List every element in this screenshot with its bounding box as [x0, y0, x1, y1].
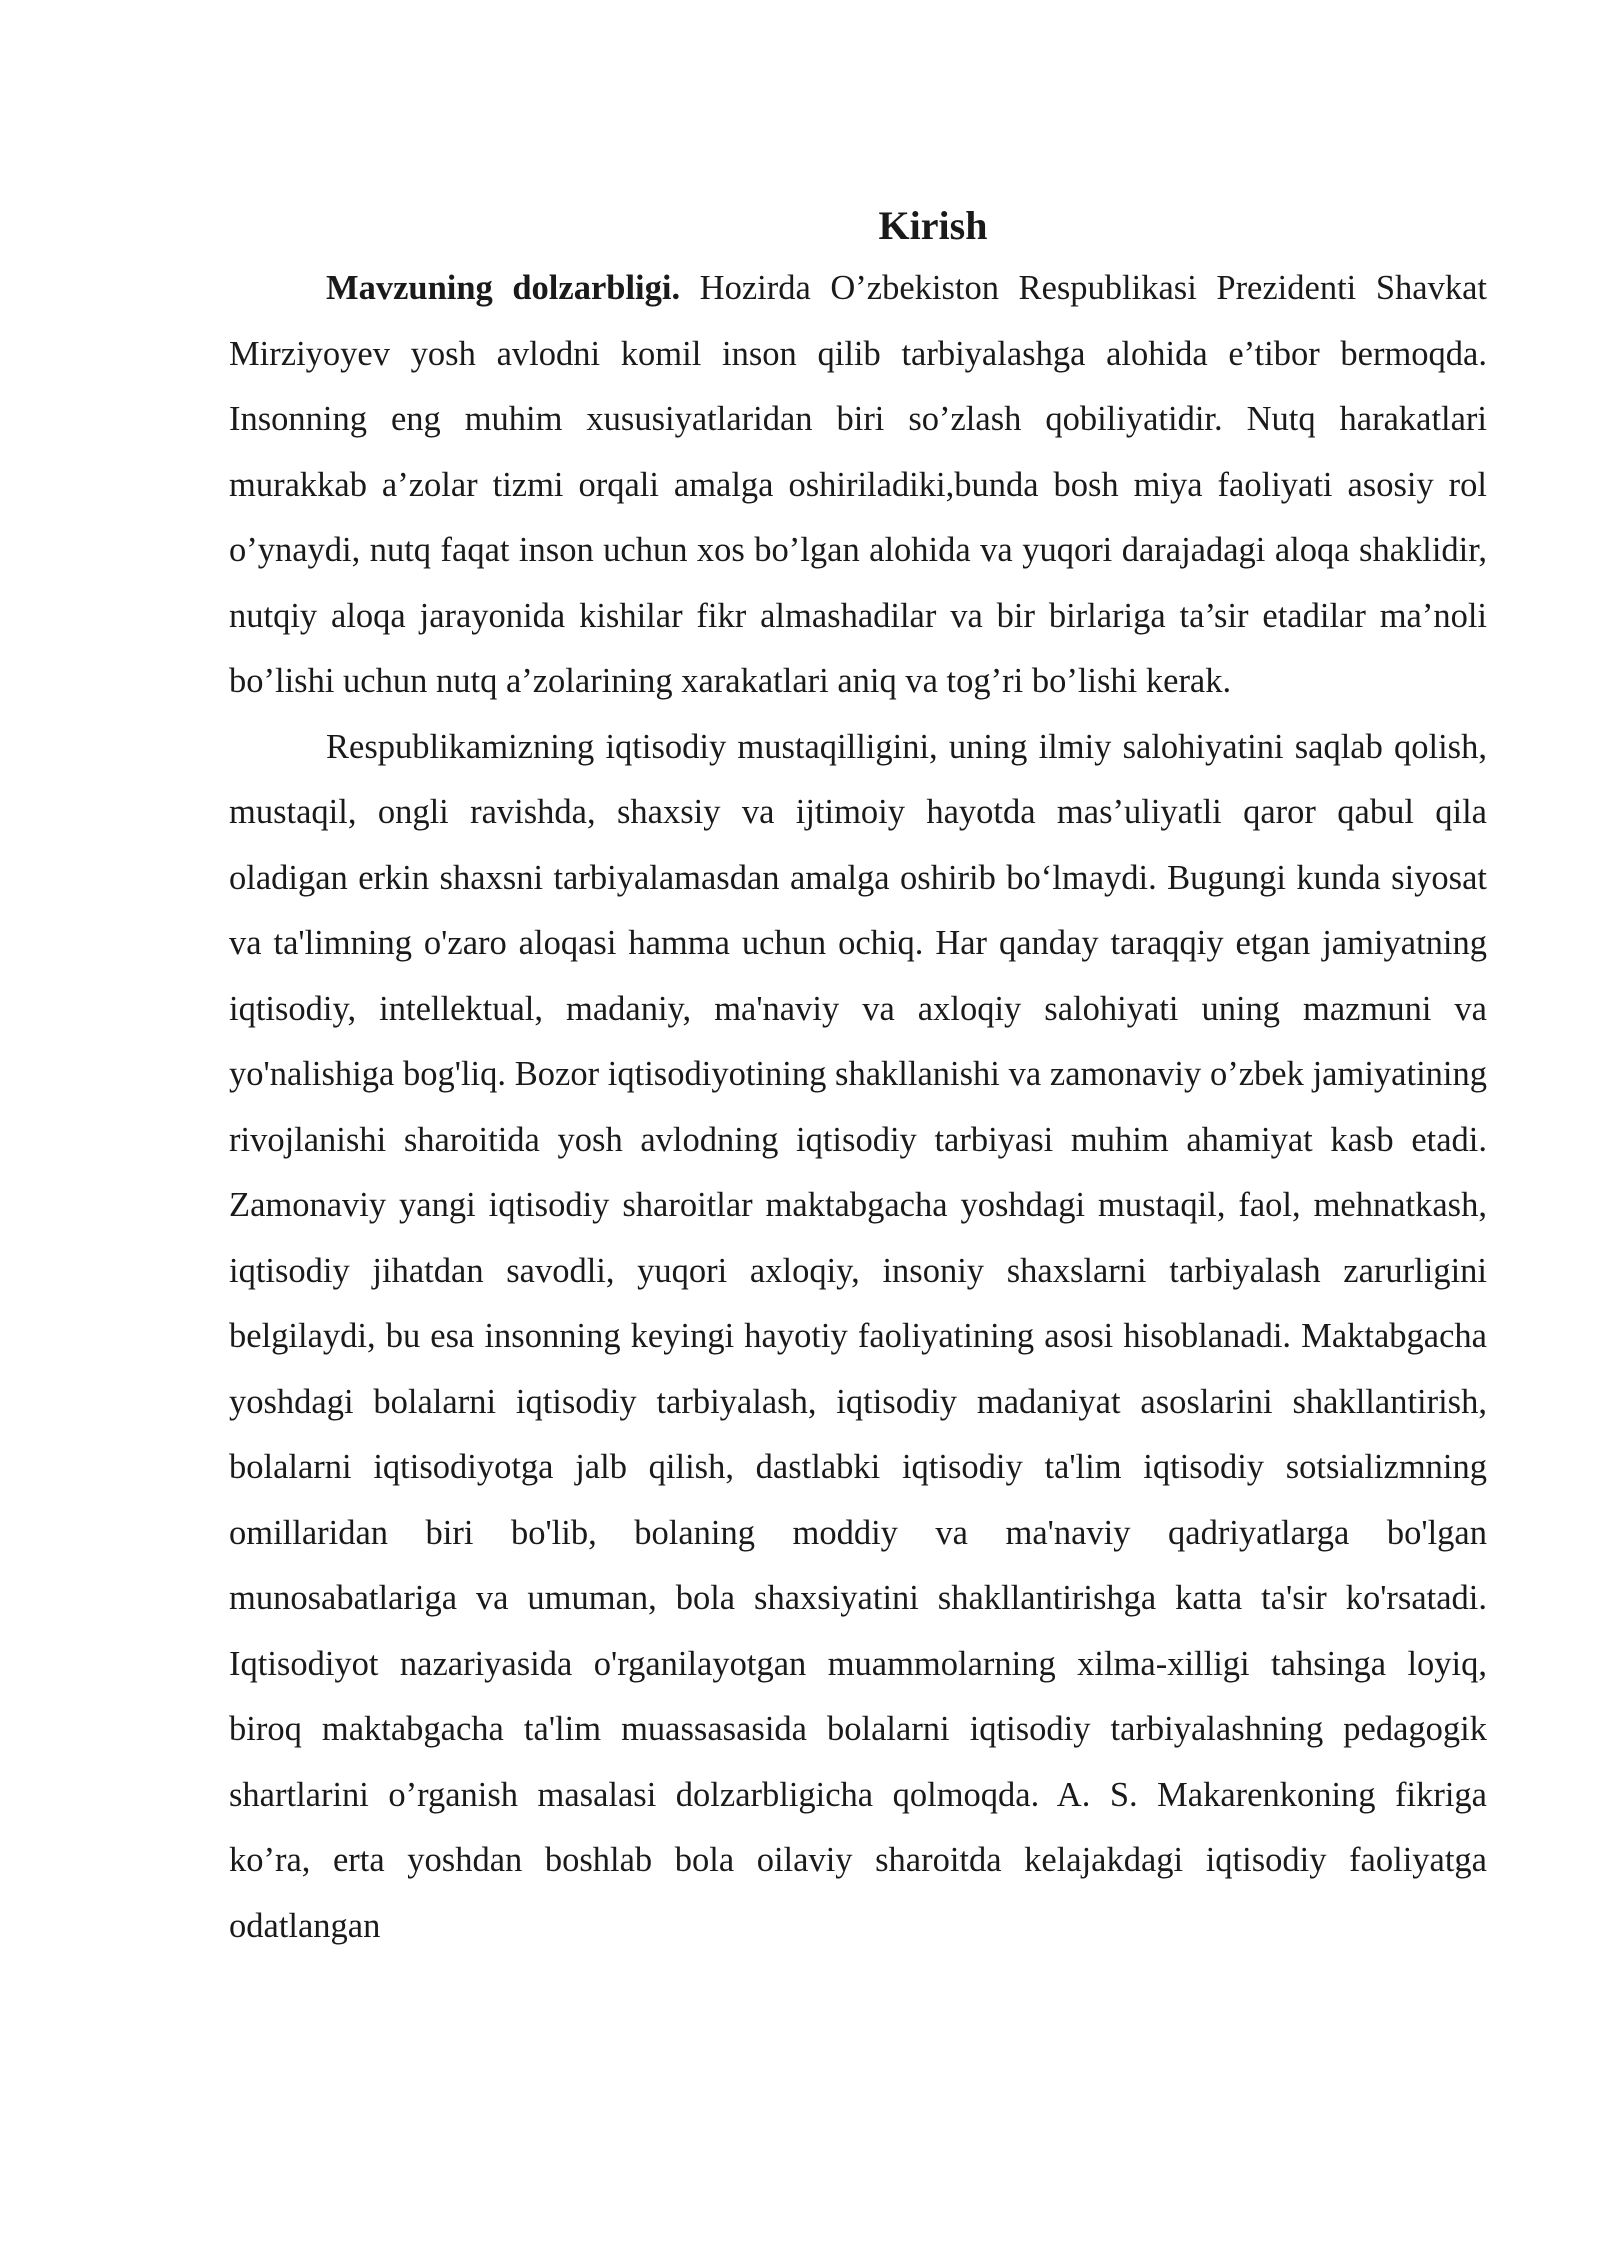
paragraph-text: Respublikamizning iqtisodiy mustaqilligini, uning ilmiy salohiyatini saqlab qolish, mustaqil, ongli ravishda, shaxsiy va ijtimoiy hayotda mas’uliyatli qaror qabul qila oladigan erkin shaxsni tarbiyalamasdan amalga oshirib bo‘lmaydi. Bugungi kunda siyosat va ta'limning o'zaro aloqasi hamma uchun ochiq. Har qanday taraqqiy etgan jamiyatning iqtisodiy, intellektual, madaniy, ma'naviy va axloqiy salohiyati uning mazmuni va yo'nalishiga bog'liq. Bozor iqtisodiyotining shakllanishi va zamonaviy o’zbek jamiyatining rivojlanishi sharoitida yosh avlodning iqtisodiy tarbiyasi muhim ahamiyat kasb etadi. Zamonaviy yangi iqtisodiy sharoitlar maktabgacha yoshdagi mustaqil, faol, mehnatkash, iqtisodiy jihatdan savodli, yuqori axloqiy, insoniy shaxslarni tarbiyalash zarurligini belgilaydi, bu esa insonning keyingi hayotiy faoliyatining asosi hisoblanadi. Maktabgacha yoshdagi bolalarni iqtisodiy tarbiyalash, iqtisodiy madaniyat asoslarini shakllantirish, bolalarni iqtisodiyotga jalb qilish, dastlabki iqtisodiy ta'lim iqtisodiy sotsializmning omillaridan biri bo'lib, bolaning moddiy va ma'naviy qadriyatlarga bo'lgan munosabatlariga va umuman, bola shaxsiyatini shakllantirishga katta ta'sir ko'rsatadi. Iqtisodiyot nazariyasida o'rganilayotgan muammolarning xilma-xilligi tahsinga loyiq, biroq maktabgacha ta'lim muassasasida bolalarni iqtisodiy tarbiyalashning pedagogik shartlarini o’rganish masalasi dolzarbligicha qolmoqda. A. S. Makarenkoning fikriga ko’ra, erta yoshdan boshlab bola oilaviy sharoitda kelajakdagi iqtisodiy faoliyatga odatlangan	[229, 727, 1487, 1945]
paragraph-economy	[229, 715, 1487, 1960]
paragraph-relevance	[229, 256, 1487, 715]
paragraph-lead-heading: Mavzuning dolzarbligi.	[326, 269, 681, 307]
page-title: Kirish	[878, 203, 988, 248]
document-body	[229, 196, 1487, 1959]
paragraph-text: Hozirda O’zbekiston Respublikasi Prezidenti Shavkat Mirziyoyev yosh avlodni komil inson qilib tarbiyalashga alohida e’tibor bermoqda. Insonning eng muhim xususiyatlaridan biri so’zlash qobiliyatidir. Nutq harakatlari murakkab a’zolar tizmi orqali amalga oshiriladiki,bunda bosh miya faoliyati asosiy rol o’ynaydi, nutq faqat inson uchun xos bo’lgan alohida va yuqori darajadagi aloqa shaklidir, nutqiy aloqa jarayonida kishilar fikr almashadilar va bir birlariga ta’sir etadilar ma’noli bo’lishi uchun nutq a’zolarining xarakatlari aniq va tog’ri bo’lishi kerak.	[229, 269, 1487, 700]
